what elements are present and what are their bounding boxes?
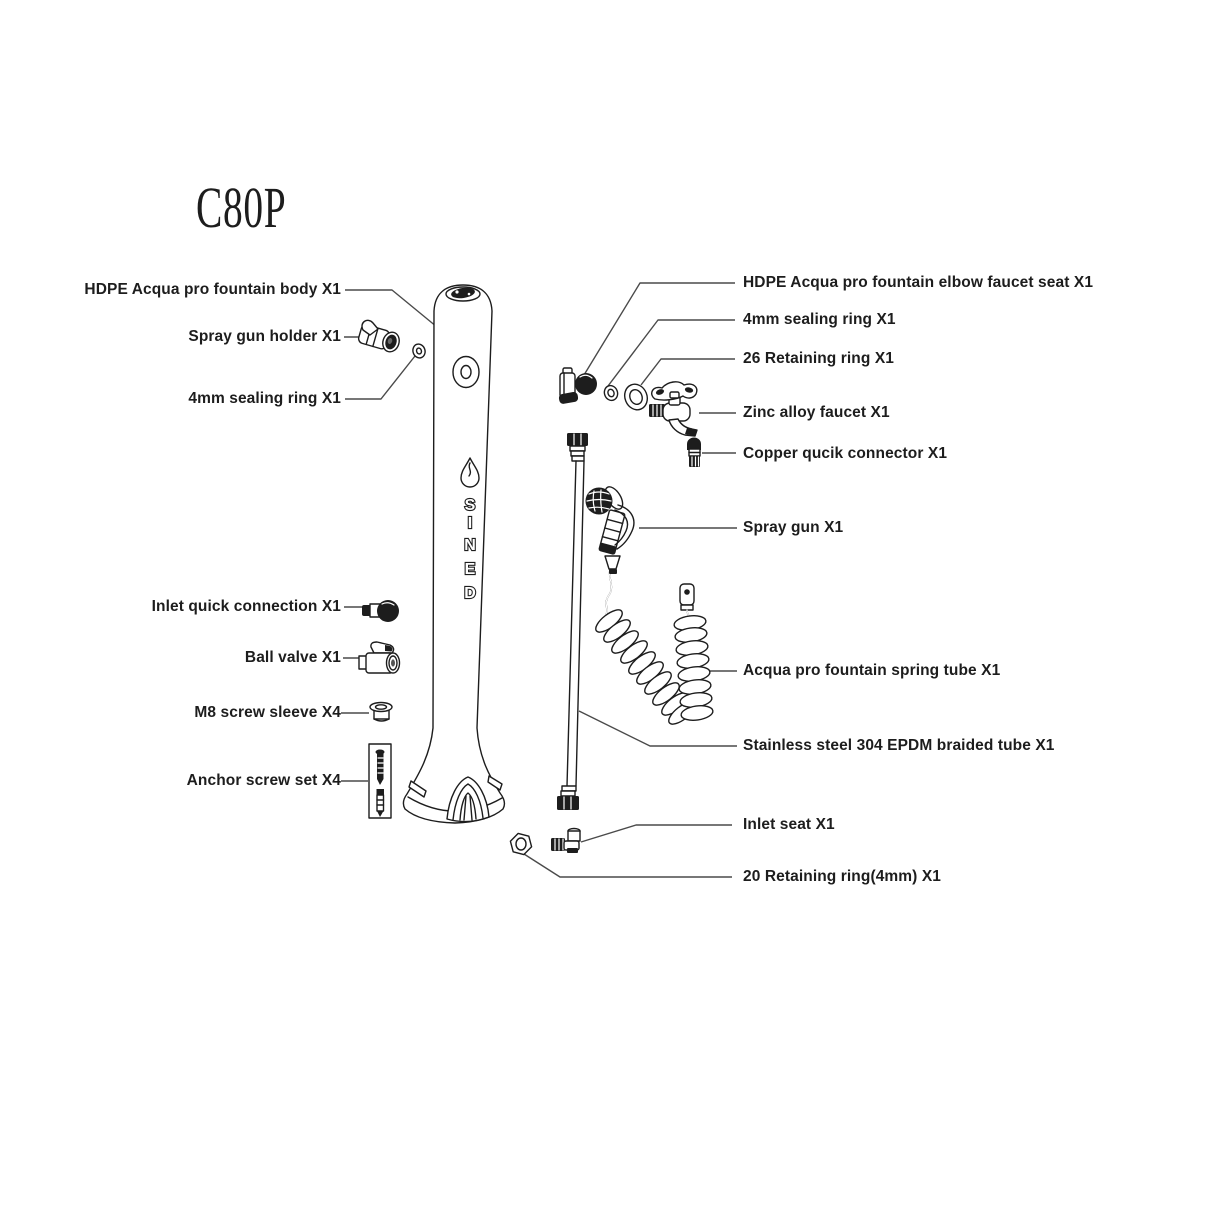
leader-lines: [341, 283, 737, 877]
brand-letter-n: N: [464, 537, 476, 554]
anchor-screw-set-drawing: [369, 744, 391, 818]
fountain-body-drawing: [403, 285, 504, 823]
model-title: C80P: [196, 175, 287, 240]
zinc-alloy-faucet-drawing: [649, 382, 697, 436]
part-label-m8-screw-sleeve: M8 screw sleeve X4: [194, 704, 341, 721]
brand-letter-s: S: [464, 497, 476, 514]
part-label-inlet-seat: Inlet seat X1: [743, 816, 835, 833]
sealing-ring-right-drawing: [602, 384, 619, 403]
brand-letter-e: E: [464, 561, 476, 578]
inlet-seat-drawing: [551, 829, 580, 854]
part-label-elbow-faucet-seat: HDPE Acqua pro fountain elbow faucet seat X1: [743, 274, 1094, 291]
part-label-spray-gun: Spray gun X1: [743, 519, 844, 536]
inlet-quick-connection-drawing: [362, 600, 399, 622]
braided-tube-drawing: [557, 433, 588, 810]
part-label-sealing-ring-right: 4mm sealing ring X1: [743, 311, 896, 328]
retaining-ring-26-drawing: [621, 381, 651, 413]
part-label-ball-valve: Ball valve X1: [244, 649, 341, 666]
brand-letter-d: D: [464, 585, 476, 602]
retaining-ring-20-drawing: [510, 833, 531, 854]
spray-gun-drawing: [586, 484, 634, 616]
part-label-retaining-ring-20: 20 Retaining ring(4mm) X1: [743, 868, 942, 885]
part-label-spray-gun-holder: Spray gun holder X1: [188, 328, 341, 345]
part-label-braided-tube: Stainless steel 304 EPDM braided tube X1: [743, 737, 1055, 754]
ball-valve-drawing: [359, 642, 400, 673]
part-label-copper-quick-connector: Copper qucik connector X1: [743, 445, 948, 462]
spring-tube-drawing: [592, 584, 713, 728]
spray-gun-holder-drawing: [357, 320, 401, 354]
elbow-faucet-seat-drawing: [558, 368, 597, 404]
part-label-sealing-ring-left: 4mm sealing ring X1: [188, 390, 341, 407]
part-label-retaining-ring-26: 26 Retaining ring X1: [743, 350, 895, 367]
copper-quick-connector-drawing: [687, 438, 701, 468]
brand-letter-i: I: [467, 515, 473, 532]
part-label-inlet-quick-connection: Inlet quick connection X1: [151, 598, 341, 615]
part-label-anchor-screw-set: Anchor screw set X4: [186, 772, 341, 789]
part-label-zinc-alloy-faucet: Zinc alloy faucet X1: [743, 404, 890, 421]
m8-screw-sleeve-drawing: [370, 703, 392, 722]
part-label-spring-tube: Acqua pro fountain spring tube X1: [743, 662, 1001, 679]
part-label-fountain-body: HDPE Acqua pro fountain body X1: [84, 281, 341, 298]
